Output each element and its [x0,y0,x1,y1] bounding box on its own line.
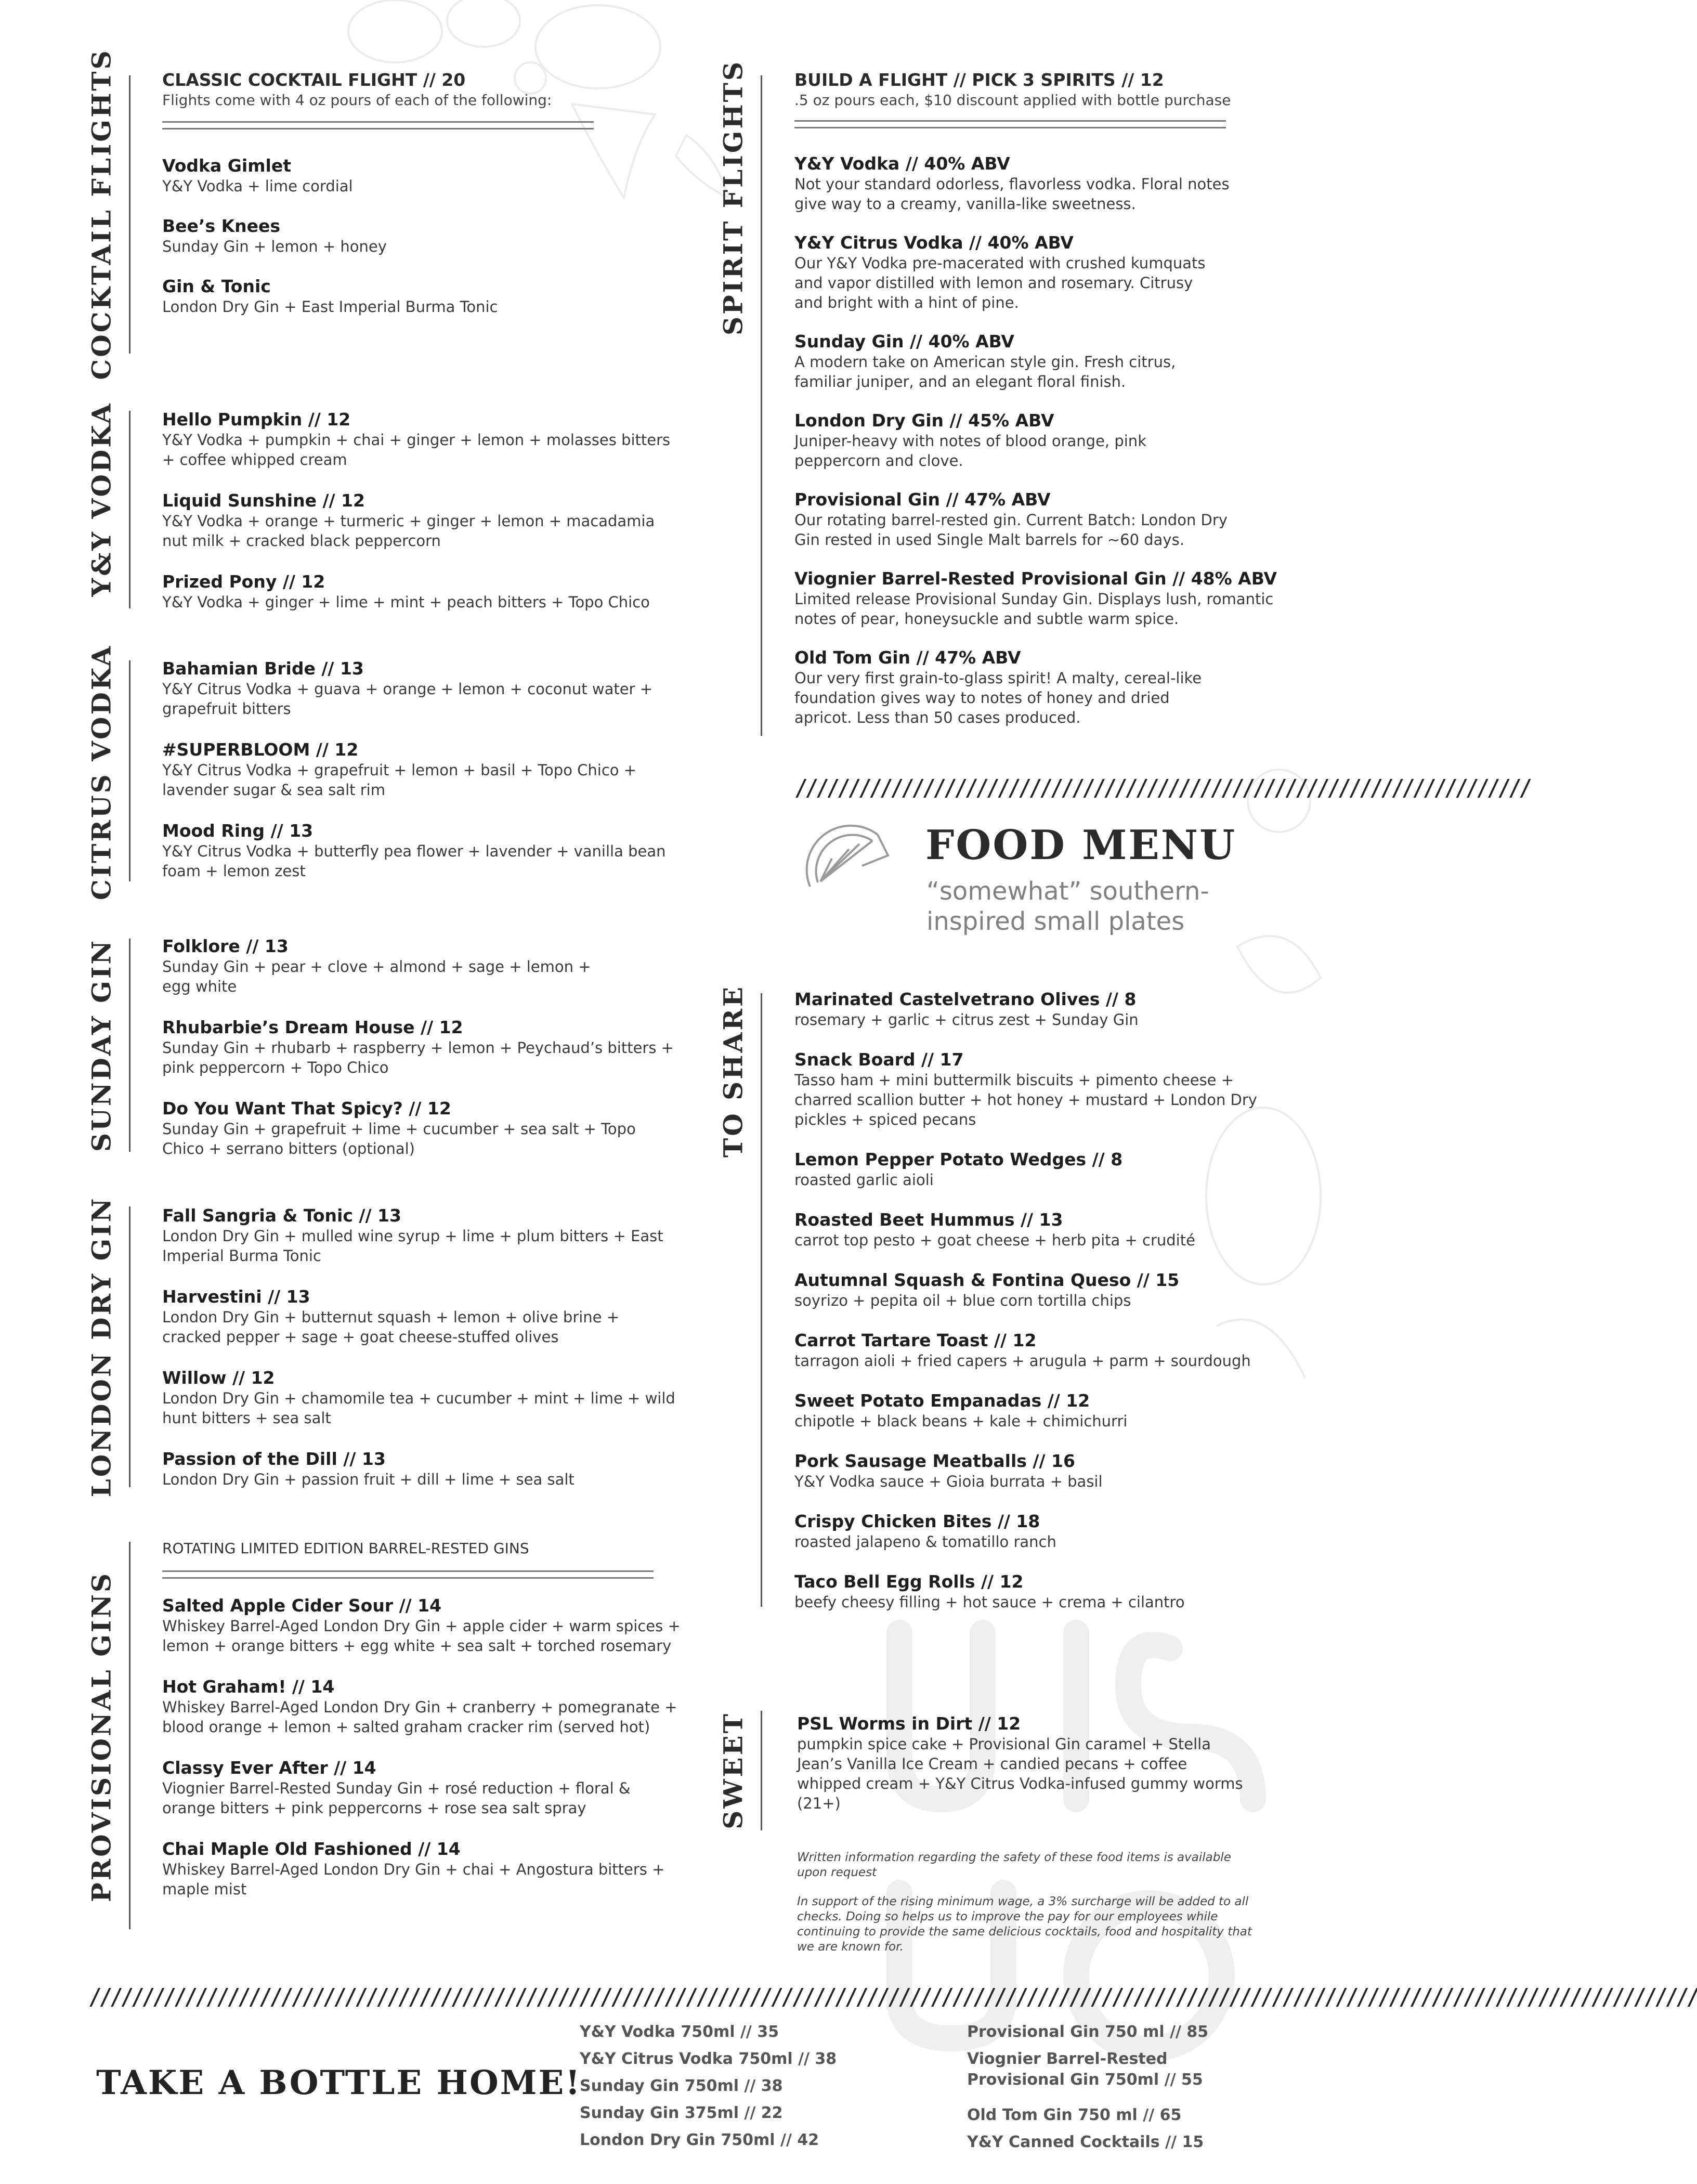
menu-item: Vodka Gimlet Y&Y Vodka + lime cordial [162,155,353,195]
food-menu-title: FOOD MENU [925,822,1237,869]
menu-item: Bee’s Knees Sunday Gin + lemon + honey [162,216,387,255]
bottle-item: Old Tom Gin 750 ml // 65 [967,2106,1182,2124]
menu-item: Classy Ever After // 14 Viognier Barrel-Rested Sunday Gin + rosé reduction + floral & orange bitters + pink peppercorns + rose sea salt spray [162,1758,631,1817]
divider-rule [162,121,594,123]
menu-item: Old Tom Gin // 47% ABV Our very first grain-to-glass spirit! A malty, cereal-like foundation gives way to notes of honey and dried apricot. Less than 50 cases produced. [794,647,1202,726]
build-flight-note: .5 oz pours each, $10 discount applied with bottle purchase [794,92,1231,109]
menu-item: Passion of the Dill // 13 London Dry Gin + passion fruit + dill + lime + sea salt [162,1449,575,1488]
section-bar [129,939,130,1152]
menu-item: Gin & Tonic London Dry Gin + East Imperial Burma Tonic [162,276,498,316]
menu-item: Marinated Castelvetrano Olives // 8 rosemary + garlic + citrus zest + Sunday Gin [794,989,1139,1029]
lemon-slice-icon [800,824,898,902]
menu-item: Sunday Gin // 40% ABV A modern take on American style gin. Fresh citrus, familiar juniper, and an elegant floral finish. [794,331,1176,391]
bottle-item: Sunday Gin 375ml // 22 [580,2104,783,2122]
divider-rule [162,1577,654,1579]
section-bar [129,411,130,608]
bottle-list-left [580,2022,837,2151]
section-label-sunday-gin: SUNDAY GIN [86,939,117,1152]
menu-item: Lemon Pepper Potato Wedges // 8 roasted garlic aioli [794,1149,1123,1189]
divider-rule [162,1570,654,1572]
yy-vodka-section [162,409,682,633]
provisional-gins-section [162,1539,682,1920]
menu-item: Liquid Sunshine // 12 Y&Y Vodka + orange + turmeric + ginger + lemon + macadamia nut milk + cracked black peppercorn [162,490,655,550]
bottom-slash-divider: /////////////////////////////////////////////////////////////////////////////////////////////////////////////////////////////////////////////////////// [88,1984,1697,2010]
menu-item: Y&Y Vodka // 40% ABV Not your standard odorless, flavorless vodka. Floral notes give way to a creamy, vanilla-like sweetness. [794,153,1230,213]
divider-rule [794,120,1226,122]
bottle-item: Sunday Gin 750ml // 38 [580,2077,783,2095]
surcharge-note: In support of the rising minimum wage, a 3% surcharge will be added to all checks. Doing so helps us to improve the pay for our employees while continuing to provide the same delicious cocktails, food and hospitality that we are known for. [797,1895,1252,1954]
section-bar [129,75,130,354]
classic-flight-title: CLASSIC COCKTAIL FLIGHT // 20 [162,70,466,90]
menu-item: Crispy Chicken Bites // 18 roasted jalapeno & tomatillo ranch [794,1511,1056,1551]
menu-item: Mood Ring // 13 Y&Y Citrus Vodka + butterfly pea flower + lavender + vanilla bean foam + lemon zest [162,821,666,880]
section-bar [129,1542,130,1929]
menu-item: Bahamian Bride // 13 Y&Y Citrus Vodka + guava + orange + lemon + coconut water + grapefruit bitters [162,658,652,718]
menu-item: Hot Graham! // 14 Whiskey Barrel-Aged London Dry Gin + cranberry + pomegranate + blood orange + lemon + salted graham cracker rim (served hot) [162,1676,677,1736]
menu-item: Rhubarbie’s Dream House // 12 Sunday Gin + rhubarb + raspberry + lemon + Peychaud’s bitters + pink peppercorn + Topo Chico [162,1017,674,1076]
sunday-gin-section [162,936,682,1179]
bottle-item: Viognier Barrel-Rested [967,2050,1168,2068]
sweet-section [797,1713,1265,1834]
menu-item: Provisional Gin // 47% ABV Our rotating barrel-rested gin. Current Batch: London Dry Gin rested in used Single Malt barrels for ~60 days. [794,489,1228,549]
to-share-section [794,989,1314,1633]
menu-item: Folklore // 13 Sunday Gin + pear + clove + almond + sage + lemon + egg white [162,936,591,995]
bottle-item: Y&Y Canned Cocktails // 15 [967,2133,1204,2151]
bottle-item: London Dry Gin 750ml // 42 [580,2131,819,2149]
section-label-spirit-flights: SPIRIT FLIGHTS [717,60,749,335]
section-bar [761,993,762,1607]
section-bar [761,1711,762,1830]
section-bar [761,75,762,736]
menu-item: Do You Want That Spicy? // 12 Sunday Gin + grapefruit + lime + cucumber + sea salt + Topo Chico + serrano bitters (optional) [162,1098,636,1158]
section-label-london-dry-gin: LONDON DRY GIN [86,1196,117,1498]
menu-item: PSL Worms in Dirt // 12 pumpkin spice cake + Provisional Gin caramel + Stella Jean’s Vanilla Ice Cream + candied pecans + coffee whipped cream + Y&Y Citrus Vodka-infused gummy worms (21+) [797,1713,1243,1812]
bottle-item: Y&Y Citrus Vodka 750ml // 38 [580,2050,837,2068]
section-label-to-share: TO SHARE [717,985,749,1158]
bottle-list-right [967,2022,1208,2153]
menu-item: Y&Y Citrus Vodka // 40% ABV Our Y&Y Vodka pre-macerated with crushed kumquats and vapor distilled with lemon and rosemary. Citrusy and bright with a hint of pine. [794,232,1206,311]
spirit-flights-section [794,69,1314,748]
bottle-item: Y&Y Vodka 750ml // 35 [580,2023,779,2041]
take-a-bottle-home-title: TAKE A BOTTLE HOME! [96,2063,582,2102]
section-label-sweet: SWEET [717,1712,749,1829]
food-menu-subtitle: “somewhat” southern- inspired small plates [926,877,1209,936]
section-label-yy-vodka: Y&Y VODKA [86,401,117,597]
divider-rule [162,128,594,129]
bottle-item: Provisional Gin 750 ml // 85 [967,2023,1209,2041]
section-label-cocktail-flights: COCKTAIL FLIGHTS [86,48,117,380]
menu-item: Salted Apple Cider Sour // 14 Whiskey Barrel-Aged London Dry Gin + apple cider + warm spices + lemon + orange bitters + egg white + sea salt + torched rosemary [162,1595,681,1655]
menu-item: Sweet Potato Empanadas // 12 chipotle + black beans + kale + chimichurri [794,1390,1128,1430]
divider-rule [794,127,1226,128]
menu-item: Taco Bell Egg Rolls // 12 beefy cheesy filling + hot sauce + crema + cilantro [794,1571,1185,1611]
london-dry-gin-section [162,1205,682,1510]
section-label-citrus-vodka: CITRUS VODKA [86,644,117,901]
menu-item: #SUPERBLOOM // 12 Y&Y Citrus Vodka + grapefruit + lemon + basil + Topo Chico + lavender sugar & sea salt rim [162,739,637,799]
menu-item: Snack Board // 17 Tasso ham + mini buttermilk biscuits + pimento cheese + charred scallion butter + hot honey + mustard + London Dry pickles + spiced pecans [794,1049,1257,1128]
menu-item: London Dry Gin // 45% ABV Juniper-heavy with notes of blood orange, pink peppercorn and clove. [794,410,1146,470]
menu-item: Viognier Barrel-Rested Provisional Gin // 48% ABV Limited release Provisional Sunday Gin. Displays lush, romantic notes of pear, honeysuckle and subtle warm spice. [794,568,1277,628]
menu-item: Chai Maple Old Fashioned // 14 Whiskey Barrel-Aged London Dry Gin + chai + Angostura bitters + maple mist [162,1839,665,1898]
provisional-note: ROTATING LIMITED EDITION BARREL-RESTED GINS [162,1540,529,1557]
citrus-vodka-section [162,658,682,902]
bottle-item: Provisional Gin 750ml // 55 [967,2071,1203,2089]
classic-flight-note: Flights come with 4 oz pours of each of the following: [162,92,552,109]
section-bar [129,1206,130,1487]
section-bar [129,660,130,881]
menu-item: Autumnal Squash & Fontina Queso // 15 soyrizo + pepita oil + blue corn tortilla chips [794,1270,1180,1309]
menu-item: Prized Pony // 12 Y&Y Vodka + ginger + lime + mint + peach bitters + Topo Chico [162,571,650,611]
menu-item: Hello Pumpkin // 12 Y&Y Vodka + pumpkin + chai + ginger + lemon + molasses bitters + coffee whipped cream [162,409,671,469]
menu-item: Pork Sausage Meatballs // 16 Y&Y Vodka sauce + Gioia burrata + basil [794,1451,1103,1490]
menu-item: Harvestini // 13 London Dry Gin + butternut squash + lemon + olive brine + cracked pepper + sage + goat cheese-stuffed olives [162,1286,620,1346]
build-flight-title: BUILD A FLIGHT // PICK 3 SPIRITS // 12 [794,70,1164,90]
slash-divider: ///////////////////////////////////////////////////////////////////// [794,775,1530,801]
menu-item: Willow // 12 London Dry Gin + chamomile tea + cucumber + mint + lime + wild hunt bitters + sea salt [162,1368,675,1427]
food-safety-note: Written information regarding the safety of these food items is available upon request [797,1851,1231,1879]
section-label-provisional-gins: PROVISIONAL GINS [86,1571,117,1903]
menu-item: Roasted Beet Hummus // 13 carrot top pesto + goat cheese + herb pita + crudité [794,1210,1195,1249]
menu-item: Carrot Tartare Toast // 12 tarragon aioli + fried capers + arugula + parm + sourdough [794,1330,1251,1370]
cocktail-flights-section [162,69,682,337]
menu-item: Fall Sangria & Tonic // 13 London Dry Gin + mulled wine syrup + lime + plum bitters + East Imperial Burma Tonic [162,1205,663,1265]
